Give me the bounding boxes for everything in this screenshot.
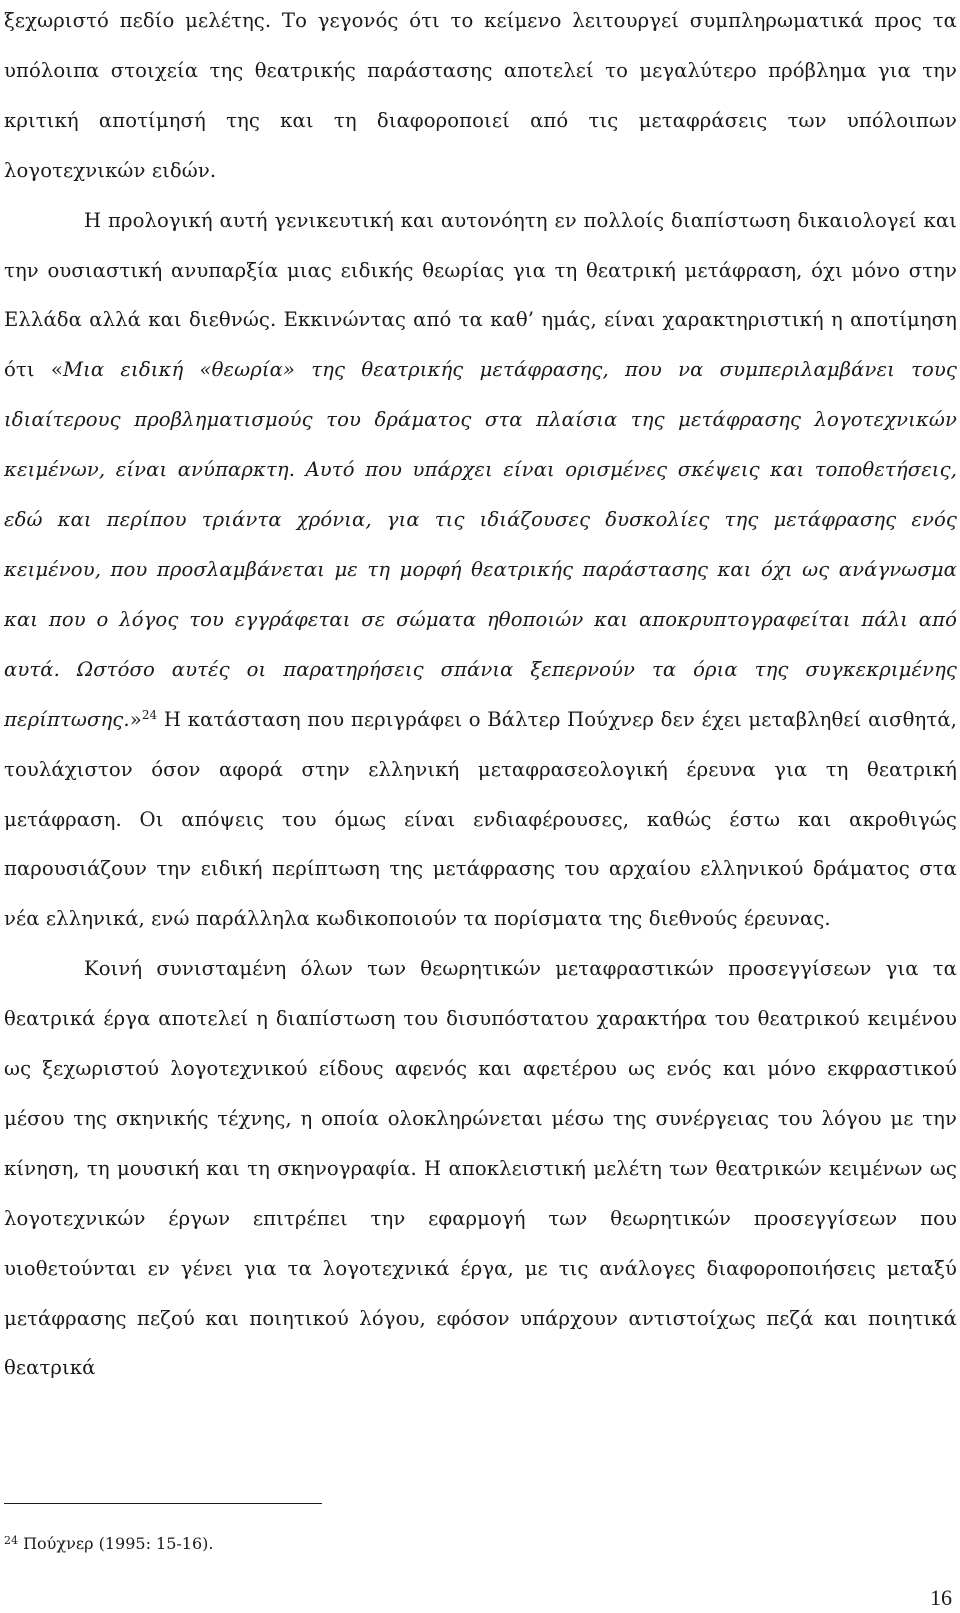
footnote-text: Πούχνερ (1995: 15-16). xyxy=(18,1534,214,1553)
paragraph-3-text: Κοινή συνισταμένη όλων των θεωρητικών μεταφραστικών προσεγγίσεων για τα θεατρικά έργα αποτελεί η διαπίστωση του δισυπόστατου χαρακτήρα του θεατρικού κειμένου ως ξεχωριστού λογοτεχνικού είδους αφενός και αφετέρου ως ενός και μόνο εκφραστικού μέσου της σκηνικής τέχνης, η οποία ολοκληρώνεται μέσω της συνέργειας του λόγου με την κίνηση, τη μουσική και τη σκηνογραφία. Η αποκλειστική μελέτη των θεατρικών κειμένων ως λογοτεχνικών έργων επιτρέπει την εφαρμογή των θεωρητικών προσεγγίσεων που υιοθετούνται εν γένει για τα λογοτεχνικά έργα, με τις ανάλογες διαφοροποιήσεις μεταξύ μετάφρασης πεζού και ποιητικού λόγου, εφόσον υπάρχουν αντιστοίχως πεζά και ποιητικά θεατρικά xyxy=(4,957,957,1380)
paragraph-2-text-b: Η κατάσταση που περιγράφει ο Βάλτερ Πούχνερ δεν έχει μεταβληθεί αισθητά, τουλάχιστον όσον αφορά στην ελληνική μεταφρασεολογική έρευνα για τη θεατρική μετάφραση. Οι απόψεις του όμως είναι ενδιαφέρουσες, καθώς έστω και ακροθιγώς παρουσιάζουν την ειδική περίπτωση της μετάφρασης του αρχαίου ελληνικού δράματος στα νέα ελληνικά, ενώ παράλληλα κωδικοποιούν τα πορίσματα της διεθνούς έρευνας. xyxy=(4,707,957,931)
footnote-reference[interactable]: 24 xyxy=(141,707,158,722)
paragraph-2-text-a: Η προλογική αυτή γενικευτική και αυτονόητη εν πολλοίς διαπίστωση δικαιολογεί και την ουσιαστική ανυπαρξία μιας ειδικής θεωρίας για τη θεατρική μετάφραση, όχι μόνο στην Ελλάδα αλλά και διεθνώς. Εκκινώντας από τα καθ’ ημάς, είναι χαρακτηριστική η αποτίμηση ότι « xyxy=(4,208,957,382)
body-text xyxy=(4,0,957,1393)
paragraph-2 xyxy=(4,196,957,945)
footnote xyxy=(4,1533,904,1555)
quotation-close-mark: » xyxy=(129,707,142,731)
block-quotation: Μια ειδική «θεωρία» της θεατρικής μετάφρασης, που να συμπεριλαμβάνει τους ιδιαίτερους προβληματισμούς του δράματος στα πλαίσια της μετάφρασης λογοτεχνικών κειμένων, είναι ανύπαρκτη. Αυτό που υπάρχει είναι ορισμένες σκέψεις και τοποθετήσεις, εδώ και περίπου τριάντα χρόνια, για τις ιδιάζουσες δυσκολίες της μετάφρασης ενός κειμένου, που προσλαμβάνεται με τη μορφή θεατρικής παράστασης και όχι ως ανάγνωσμα και που ο λόγος του εγγράφεται σε σώματα ηθοποιών και αποκρυπτογραφείται πάλι από αυτά. Ωστόσο αυτές οι παρατηρήσεις σπάνια ξεπερνούν τα όρια της συγκεκριμένης περίπτωσης. xyxy=(4,358,957,731)
paragraph-3 xyxy=(4,944,957,1393)
paragraph-1-text: ξεχωριστό πεδίο μελέτης. Το γεγονός ότι το κείμενο λειτουργεί συμπληρωματικά προς τα υπόλοιπα στοιχεία της θεατρικής παράστασης αποτελεί το μεγαλύτερο πρόβλημα για την κριτική αποτίμησή της και τη διαφοροποιεί από τις μεταφράσεις των υπόλοιπων λογοτεχνικών ειδών. xyxy=(4,9,957,182)
footnote-separator xyxy=(4,1503,322,1504)
page-number: 16 xyxy=(930,1585,952,1610)
paragraph-1 xyxy=(4,0,957,196)
footnote-number: 24 xyxy=(4,1534,18,1547)
